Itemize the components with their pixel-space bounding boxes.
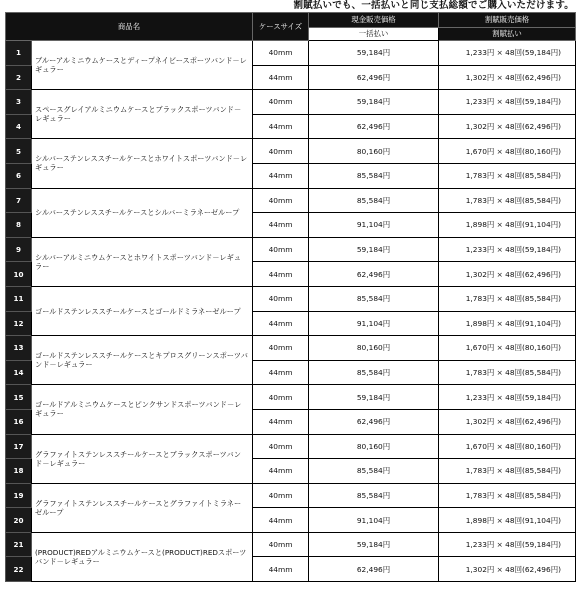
case-size: 40mm	[253, 237, 309, 262]
installment-price: 1,302円 × 48回(62,496円)	[439, 262, 576, 287]
row-number: 9	[6, 237, 32, 262]
table-row	[6, 41, 576, 66]
row-number: 19	[6, 483, 32, 508]
product-name: ゴールドステンレススチールケースとキプロスグリーンスポーツバンド－レギュラー	[32, 336, 253, 385]
case-size: 40mm	[253, 188, 309, 213]
case-size: 40mm	[253, 286, 309, 311]
row-number: 5	[6, 139, 32, 164]
product-name: ゴールドステンレススチールケースとゴールドミラネーゼループ	[32, 286, 253, 335]
header-installment-sub: 割賦払い	[439, 28, 576, 41]
cash-price: 80,160円	[309, 336, 439, 361]
cash-price: 85,584円	[309, 163, 439, 188]
installment-price: 1,302円 × 48回(62,496円)	[439, 65, 576, 90]
installment-price: 1,302円 × 48回(62,496円)	[439, 409, 576, 434]
installment-price: 1,233円 × 48回(59,184円)	[439, 237, 576, 262]
case-size: 44mm	[253, 262, 309, 287]
payment-note: 割賦払いでも、一括払いと同じ支払総額でご購入いただけます。	[293, 0, 574, 11]
case-size: 44mm	[253, 114, 309, 139]
table-row	[6, 188, 576, 213]
table-row	[6, 286, 576, 311]
case-size: 44mm	[253, 409, 309, 434]
cash-price: 91,104円	[309, 213, 439, 238]
product-name: スペースグレイアルミニウムケースとブラックスポーツバンド－レギュラー	[32, 90, 253, 139]
cash-price: 62,496円	[309, 557, 439, 582]
installment-price: 1,233円 × 48回(59,184円)	[439, 532, 576, 557]
product-name: グラファイトステンレススチールケースとグラファイトミラネーゼループ	[32, 483, 253, 532]
case-size: 44mm	[253, 459, 309, 484]
product-name: シルバーステンレススチールケースとホワイトスポーツバンド－レギュラー	[32, 139, 253, 188]
installment-price: 1,783円 × 48回(85,584円)	[439, 188, 576, 213]
header-installment-price: 割賦販売価格	[439, 13, 576, 28]
case-size: 44mm	[253, 557, 309, 582]
row-number: 10	[6, 262, 32, 287]
case-size: 40mm	[253, 336, 309, 361]
cash-price: 80,160円	[309, 434, 439, 459]
header-cash-price: 現金販売価格	[309, 13, 439, 28]
header-case-size: ケースサイズ	[253, 13, 309, 41]
cash-price: 62,496円	[309, 114, 439, 139]
case-size: 40mm	[253, 483, 309, 508]
cash-price: 91,104円	[309, 311, 439, 336]
installment-price: 1,783円 × 48回(85,584円)	[439, 459, 576, 484]
row-number: 6	[6, 163, 32, 188]
cash-price: 62,496円	[309, 409, 439, 434]
table-row	[6, 139, 576, 164]
table-row	[6, 385, 576, 410]
row-number: 13	[6, 336, 32, 361]
cash-price: 59,184円	[309, 385, 439, 410]
installment-price: 1,233円 × 48回(59,184円)	[439, 41, 576, 66]
row-number: 7	[6, 188, 32, 213]
product-name: ブルーアルミニウムケースとディープネイビースポーツバンド－レギュラー	[32, 41, 253, 90]
cash-price: 59,184円	[309, 237, 439, 262]
installment-price: 1,783円 × 48回(85,584円)	[439, 360, 576, 385]
cash-price: 85,584円	[309, 188, 439, 213]
row-number: 3	[6, 90, 32, 115]
row-number: 1	[6, 41, 32, 66]
installment-price: 1,898円 × 48回(91,104円)	[439, 508, 576, 533]
installment-price: 1,783円 × 48回(85,584円)	[439, 163, 576, 188]
row-number: 20	[6, 508, 32, 533]
cash-price: 85,584円	[309, 360, 439, 385]
product-name: グラファイトステンレススチールケースとブラックスポーツバンド－レギュラー	[32, 434, 253, 483]
installment-price: 1,670円 × 48回(80,160円)	[439, 139, 576, 164]
row-number: 8	[6, 213, 32, 238]
installment-price: 1,783円 × 48回(85,584円)	[439, 483, 576, 508]
table-row	[6, 237, 576, 262]
row-number: 15	[6, 385, 32, 410]
row-number: 4	[6, 114, 32, 139]
installment-price: 1,898円 × 48回(91,104円)	[439, 311, 576, 336]
product-name: (PRODUCT)REDアルミニウムケースと(PRODUCT)REDスポーツバンド－レギュラー	[32, 532, 253, 581]
row-number: 2	[6, 65, 32, 90]
installment-price: 1,233円 × 48回(59,184円)	[439, 385, 576, 410]
row-number: 22	[6, 557, 32, 582]
row-number: 21	[6, 532, 32, 557]
table-row	[6, 336, 576, 361]
header-product: 商品名	[6, 13, 253, 41]
price-table	[5, 12, 576, 582]
case-size: 40mm	[253, 41, 309, 66]
table-row	[6, 532, 576, 557]
installment-price: 1,670円 × 48回(80,160円)	[439, 434, 576, 459]
case-size: 40mm	[253, 385, 309, 410]
case-size: 44mm	[253, 311, 309, 336]
installment-price: 1,302円 × 48回(62,496円)	[439, 114, 576, 139]
case-size: 44mm	[253, 213, 309, 238]
row-number: 11	[6, 286, 32, 311]
table-row	[6, 90, 576, 115]
installment-price: 1,302円 × 48回(62,496円)	[439, 557, 576, 582]
row-number: 12	[6, 311, 32, 336]
table-row	[6, 483, 576, 508]
product-name: シルバーステンレススチールケースとシルバーミラネーゼループ	[32, 188, 253, 237]
installment-price: 1,783円 × 48回(85,584円)	[439, 286, 576, 311]
cash-price: 62,496円	[309, 262, 439, 287]
row-number: 17	[6, 434, 32, 459]
case-size: 40mm	[253, 90, 309, 115]
cash-price: 59,184円	[309, 41, 439, 66]
row-number: 14	[6, 360, 32, 385]
case-size: 44mm	[253, 65, 309, 90]
case-size: 44mm	[253, 508, 309, 533]
row-number: 16	[6, 409, 32, 434]
row-number: 18	[6, 459, 32, 484]
installment-price: 1,233円 × 48回(59,184円)	[439, 90, 576, 115]
case-size: 44mm	[253, 360, 309, 385]
cash-price: 80,160円	[309, 139, 439, 164]
cash-price: 59,184円	[309, 532, 439, 557]
case-size: 40mm	[253, 434, 309, 459]
cash-price: 85,584円	[309, 286, 439, 311]
cash-price: 85,584円	[309, 483, 439, 508]
cash-price: 85,584円	[309, 459, 439, 484]
case-size: 40mm	[253, 532, 309, 557]
installment-price: 1,670円 × 48回(80,160円)	[439, 336, 576, 361]
case-size: 40mm	[253, 139, 309, 164]
cash-price: 59,184円	[309, 90, 439, 115]
table-row	[6, 434, 576, 459]
cash-price: 62,496円	[309, 65, 439, 90]
header-cash-sub: 一括払い	[309, 28, 439, 41]
installment-price: 1,898円 × 48回(91,104円)	[439, 213, 576, 238]
case-size: 44mm	[253, 163, 309, 188]
cash-price: 91,104円	[309, 508, 439, 533]
product-name: シルバーアルミニウムケースとホワイトスポーツバンド－レギュラー	[32, 237, 253, 286]
table-body	[6, 41, 576, 582]
product-name: ゴールドアルミニウムケースとピンクサンドスポーツバンド－レギュラー	[32, 385, 253, 434]
